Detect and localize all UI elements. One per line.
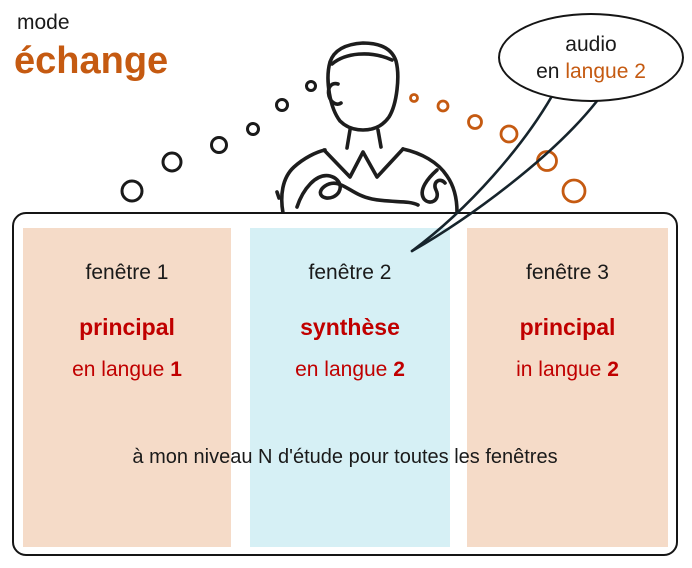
window-1-language-number: 1 (170, 358, 182, 381)
thought-dots-black (122, 82, 316, 202)
thought-dots-orange (411, 95, 586, 203)
windows-panel (12, 212, 678, 556)
speech-bubble (498, 13, 684, 102)
window-3-content: principal (519, 314, 616, 340)
window-2-language-prefix: en langue (295, 358, 394, 381)
bubble-text-language-prefix: en (536, 59, 566, 83)
window-2-language-number: 2 (393, 358, 405, 381)
window-3-language (467, 358, 668, 382)
bubble-text-audio: audio (565, 32, 617, 56)
mode-kicker-label: mode (17, 11, 70, 34)
window-3-language-number: 2 (607, 358, 619, 381)
window-1-language (23, 358, 231, 382)
window-1-content: principal (79, 314, 175, 340)
window-2-language (250, 358, 450, 382)
window-3 (467, 228, 668, 547)
person-arms-crossed-icon (277, 43, 457, 213)
study-level-caption: à mon niveau N d'étude pour toutes les fenêtres (132, 446, 558, 468)
window-1-title: fenêtre 1 (85, 261, 169, 284)
mode-name-title: échange (14, 40, 169, 82)
window-2 (250, 228, 450, 547)
window-2-content: synthèse (300, 314, 400, 340)
bubble-text-language (536, 58, 646, 85)
window-3-language-prefix: in langue (516, 358, 608, 381)
bubble-text-language-highlight: langue 2 (565, 59, 646, 83)
window-3-title: fenêtre 3 (526, 261, 609, 284)
window-1 (23, 228, 231, 547)
window-1-language-prefix: en langue (72, 358, 171, 381)
window-2-title: fenêtre 2 (308, 261, 392, 284)
